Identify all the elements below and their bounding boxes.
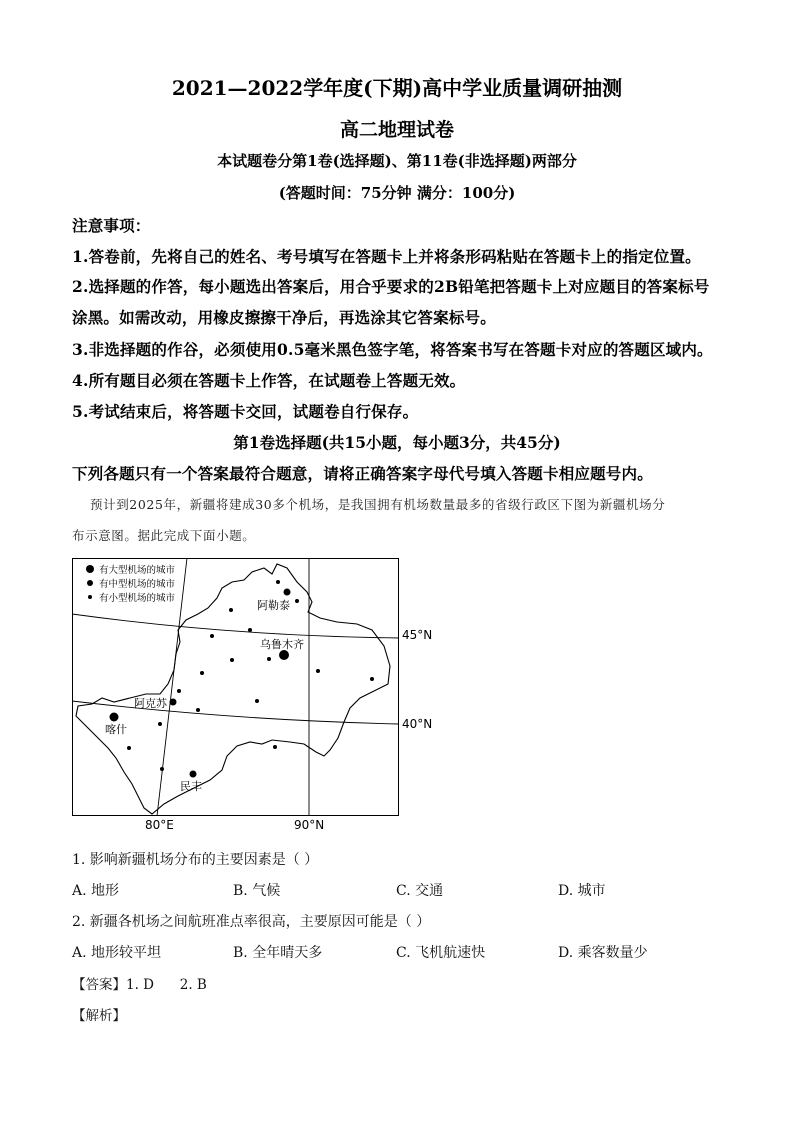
city-label-kashgar: 喀什 [105,723,127,736]
small-airport-marker [160,767,164,771]
xinjiang-airport-map [72,558,399,816]
page-title: 2021—2022学年度(下期)高中学业质量调研抽测 [171,76,623,100]
small-airport-marker [127,746,131,750]
answer-line [72,973,207,993]
city-altay-marker [284,589,291,596]
small-airport-marker [295,599,299,603]
lon-label-90: 90°N [294,818,325,832]
small-airport-marker [316,669,320,673]
q2-option-b: B. 全年晴天多 [233,945,323,961]
lat-label-45: 45°N [402,628,433,642]
q1-option-c: C. 交通 [396,883,444,899]
city-aksu-marker [170,699,177,706]
q2-option-c: C. 飞机航速快 [396,945,486,961]
answer-values: 1. D 2. B [126,977,207,993]
small-airport-marker [273,745,277,749]
small-airport-marker [158,722,162,726]
legend-large: 有大型机场的城市 [99,565,176,576]
q2-option-d: D. 乘客数量少 [558,945,648,961]
answer-label: 【答案】 [72,977,126,993]
q1-option-b: B. 气候 [233,883,281,899]
question-2: 2. 新疆各机场之间航班准点率很高，主要原因可能是（ ） [72,914,431,930]
notice-item-2-cont: 涂黑。如需改动，用橡皮擦擦干净后，再选涂其它答案标号。 [72,308,496,327]
notice-item-4: 4.所有题目必须在答题卡上作答，在试题卷上答题无效。 [72,371,466,390]
notice-item-2: 2.选择题的作答，每小题选出答案后，用合乎要求的2B铅笔把答题卡上对应题目的答案标号 [72,277,710,296]
city-label-altay: 阿勒泰 [257,599,290,612]
notice-item-5: 5.考试结束后，将答题卡交回，试题卷自行保存。 [72,402,419,421]
passage-line-2: 布示意图。据此完成下面小题。 [72,528,256,543]
small-airport-marker [200,671,204,675]
q1-option-a: A. 地形 [72,883,120,899]
notice-item-1: 1.答卷前，先将自己的姓名、考号填写在答题卡上并将条形码粘贴在答题卡上的指定位置。 [72,247,701,266]
legend-medium: 有中型机场的城市 [99,579,176,590]
small-airport-marker [230,658,234,662]
paper-info: 本试题卷分第1卷(选择题)、第11卷(非选择题)两部分 [217,152,577,170]
lat-label-40: 40°N [402,717,433,731]
q2-option-a: A. 地形较平坦 [72,945,162,961]
small-airport-marker [196,708,200,712]
small-airport-marker [370,677,374,681]
question-1: 1. 影响新疆机场分布的主要因素是（ ） [72,852,319,868]
city-label-minfeng: 民丰 [180,780,202,793]
passage-line-1: 预计到2025年，新疆将建成30多个机场，是我国拥有机场数量最多的省级行政区下图为新疆机场分 [90,497,666,512]
city-label-aksu: 阿克苏 [134,697,167,710]
notice-heading: 注意事项： [72,216,151,235]
q1-option-d: D. 城市 [558,883,606,899]
city-urumqi-marker [279,650,289,660]
city-kashgar-marker [110,713,119,722]
time-info: (答题时间：75分钟 满分：100分) [278,184,516,202]
small-airport-marker [276,580,280,584]
small-airport-marker [267,657,271,661]
legend-small-icon [88,595,92,599]
analysis-label: 【解析】 [72,1008,126,1024]
small-airport-marker [248,628,252,632]
small-airport-marker [177,689,181,693]
small-airport-marker [255,699,259,703]
legend-medium-icon [87,580,93,586]
page-subtitle: 高二地理试卷 [339,119,454,141]
section-instruction: 下列各题只有一个答案最符合题意，请将正确答案字母代号填入答题卡相应题号内。 [72,464,653,483]
city-label-urumqi: 乌鲁木齐 [260,638,304,651]
notice-item-3: 3.非选择题的作谷，必须使用0.5毫米黑色签字笔，将答案书写在答题卡对应的答题区域内。 [72,340,713,359]
section-title: 第1卷选择题(共15小题，每小题3分，共45分) [233,433,561,452]
legend-large-icon [86,565,94,573]
city-minfeng-marker [190,771,197,778]
legend-small: 有小型机场的城市 [99,593,176,604]
lon-label-80: 80°E [145,818,174,832]
small-airport-marker [229,608,233,612]
map-svg [72,558,399,816]
small-airport-marker [210,634,214,638]
